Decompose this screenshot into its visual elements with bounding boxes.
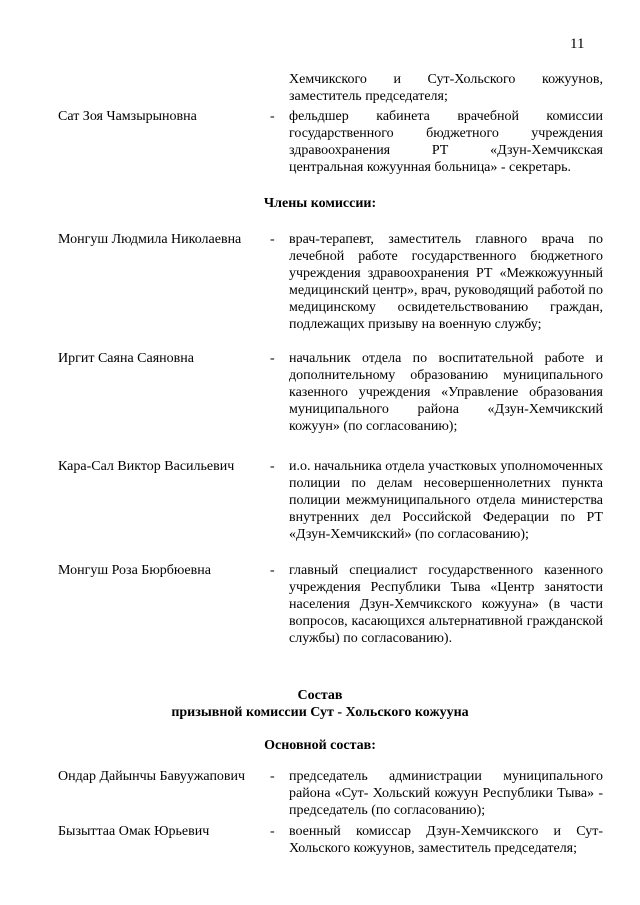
person-role: военный комиссар Дзун-Хемчикского и Сут-Хольского кожуунов, заместитель председателя; bbox=[289, 824, 603, 856]
dash: - bbox=[270, 769, 275, 784]
main-composition-heading: Основной состав: bbox=[264, 738, 376, 753]
person-name: Монгуш Роза Бюрбюевна bbox=[58, 563, 211, 578]
person-name: Бызыттаа Омак Юрьевич bbox=[58, 824, 210, 839]
person-role: главный специалист государственного казенного учреждения Республики Тыва «Центр занятости населения Дзун-Хемчикского кожууна» (в части вопросов, касающихся альтернативной гражданской службы) по согласованию). bbox=[289, 563, 603, 646]
dash: - bbox=[270, 459, 275, 474]
section-subtitle: призывной комиссии Сут - Хольского кожууна bbox=[171, 705, 469, 720]
person-name: Монгуш Людмила Николаевна bbox=[58, 232, 242, 247]
person-name: Кара-Сал Виктор Васильевич bbox=[58, 459, 235, 474]
person-role: председатель администрации муниципального района «Сут- Хольский кожуун Республики Тыва» - председатель (по согласованию); bbox=[289, 769, 603, 818]
dash: - bbox=[270, 232, 275, 247]
section-title: Состав bbox=[297, 688, 343, 703]
dash: - bbox=[270, 563, 275, 578]
dash: - bbox=[270, 824, 275, 839]
members-heading: Члены комиссии: bbox=[263, 196, 377, 211]
dash: - bbox=[270, 109, 275, 124]
person-name: Ондар Дайынчы Бавуужапович bbox=[58, 769, 246, 784]
person-name: Иргит Саяна Саяновна bbox=[58, 351, 194, 366]
person-role: начальник отдела по воспитательной работе и дополнительному образованию муниципального казенного учреждения «Управление образования муниципального района «Дзун-Хемчикский кожуун» (по согласованию); bbox=[289, 351, 603, 434]
person-role: врач-терапевт, заместитель главного врача по лечебной работе государственного бюджетного учреждения здравоохранения РТ «Межкожуунный медицинский центр», врач, руководящий работой по медицинскому освидетельствованию граждан, подлежащих призыву на военную службу; bbox=[289, 232, 603, 332]
page-number: 11 bbox=[570, 36, 585, 52]
continuation-text: Хемчикского и Сут-Хольского кожуунов, заместитель председателя; bbox=[289, 72, 603, 104]
person-name: Сат Зоя Чамзырыновна bbox=[58, 109, 197, 124]
person-role: фельдшер кабинета врачебной комиссии государственного бюджетного учреждения здравоохранения РТ «Дзун-Хемчикская центральная кожуунная больница» - секретарь. bbox=[289, 109, 603, 175]
dash: - bbox=[270, 351, 275, 366]
person-role: и.о. начальника отдела участковых уполномоченных полиции по делам несовершеннолетних пункта полиции межмуниципального отдела министерства внутренних дел Российской Федерации по РТ «Дзун-Хемчикский» (по согласованию); bbox=[289, 459, 603, 542]
